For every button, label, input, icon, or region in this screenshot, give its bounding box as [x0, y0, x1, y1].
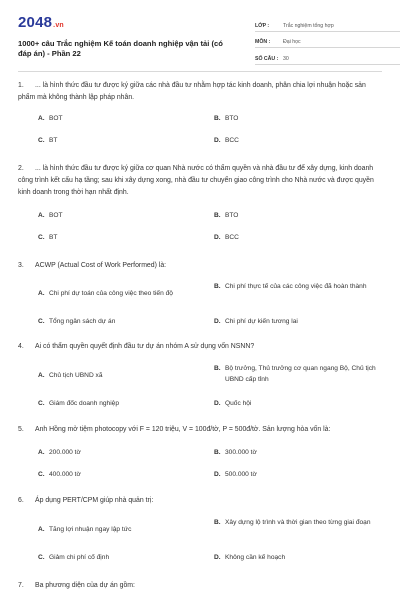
- answer-option-d[interactable]: D. Quốc hội: [214, 400, 252, 407]
- answer-option-a[interactable]: A. Chủ tịch UBND xã: [38, 372, 103, 379]
- question-number: 5.: [18, 426, 24, 433]
- answer-option-d[interactable]: D. BCC: [214, 234, 239, 241]
- answer-option-a[interactable]: A. BOT: [38, 212, 63, 219]
- question-number: 3.: [18, 262, 24, 269]
- site-logo[interactable]: [18, 14, 64, 31]
- meta-value: Đại học: [283, 39, 301, 45]
- answer-option-c[interactable]: C. BT: [38, 234, 58, 241]
- answer-option-d[interactable]: D. Chi phí dự kiến tương lai: [214, 318, 298, 325]
- meta-key: LỚP :: [255, 22, 270, 29]
- answer-option-d[interactable]: D. 500.000 tờ: [214, 471, 257, 478]
- question-number: 7.: [18, 582, 24, 589]
- answer-option-b[interactable]: B. BTO: [214, 115, 239, 122]
- answer-option-b[interactable]: B. 300.000 tờ: [214, 449, 257, 456]
- meta-value: Trắc nghiệm tổng hợp: [283, 22, 334, 29]
- meta-row-count: [255, 48, 400, 65]
- question-text: Áp dụng PERT/CPM giúp nhà quản trị:: [35, 497, 154, 504]
- meta-row-subject: [255, 32, 400, 49]
- question-text: Ai có thẩm quyền quyết định đầu tư dự án nhóm A sử dụng vốn NSNN?: [35, 343, 255, 350]
- question-text: ... là hình thức đầu tư được ký giữa cơ quan Nhà nước có thẩm quyền và nhà đầu tư để xây dựng, kinh doanh công trình kết cấu hạ tầng; sau khi xây dựng xong, nhà đầu tư chuyển giao công trình cho Nhà nước và được quyền kinh doanh trong thời hạn nhất định.: [18, 165, 374, 196]
- answer-option-d[interactable]: D. BCC: [214, 137, 239, 144]
- answer-option-b[interactable]: B. BTO: [214, 212, 239, 219]
- meta-info: [255, 15, 400, 65]
- answer-option-d[interactable]: D. Không cần kế hoạch: [214, 554, 286, 561]
- answer-option-a[interactable]: A. BOT: [38, 115, 63, 122]
- question-number: 4.: [18, 343, 24, 350]
- answer-option-c[interactable]: C. 400.000 tờ: [38, 471, 81, 478]
- page-title: 1000+ câu Trắc nghiệm Kế toán doanh nghiệp vận tải (có đáp án) - Phần 22: [18, 39, 223, 58]
- answer-option-a[interactable]: A. Chi phí dự toán của công việc theo tiến độ: [38, 290, 173, 297]
- question-text: Ba phương diện của dự án gồm:: [35, 582, 135, 589]
- header-divider: [18, 71, 382, 72]
- question-text: ACWP (Actual Cost of Work Performed) là:: [35, 262, 167, 269]
- meta-key: SỐ CÂU :: [255, 55, 279, 62]
- logo-text: 2048: [18, 14, 53, 31]
- logo-suffix: .vn: [53, 22, 64, 29]
- meta-value: 30: [283, 55, 289, 62]
- page-header: [18, 12, 382, 62]
- answer-option-c[interactable]: C. BT: [38, 137, 58, 144]
- answer-option-c[interactable]: C. Giám đốc doanh nghiệp: [38, 400, 120, 407]
- answer-option-b[interactable]: B. Chi phí thực tế của các công việc đã hoàn thành: [214, 283, 367, 290]
- answer-option-b[interactable]: B. Bộ trưởng, Thủ trưởng cơ quan ngang Bộ, Chủ tịch UBND cấp tỉnh: [214, 365, 376, 383]
- answer-option-c[interactable]: C. Giảm chi phí cố định: [38, 554, 110, 561]
- question-text: ... là hình thức đầu tư được ký giữa các nhà đầu tư nhằm hợp tác kinh doanh, phân chia lợi nhuận hoặc sản phẩm mà không thành lập pháp nhân.: [18, 82, 366, 101]
- answer-option-b[interactable]: B. Xây dựng lộ trình và thời gian theo từng giai đoạn: [214, 519, 371, 526]
- question-text: Anh Hồng mở tiệm photocopy với F = 120 triệu, V = 100đ/tờ, P = 500đ/tờ. Sản lượng hòa vốn là:: [35, 426, 331, 433]
- question-number: 6.: [18, 497, 24, 504]
- answer-option-a[interactable]: A. 200.000 tờ: [38, 449, 81, 456]
- question-number: 1.: [18, 82, 24, 89]
- answer-option-c[interactable]: C. Tổng ngân sách dự án: [38, 318, 116, 325]
- meta-key: MÔN :: [255, 39, 271, 45]
- question-number: 2.: [18, 165, 24, 172]
- meta-row-class: [255, 15, 400, 32]
- answer-option-a[interactable]: A. Tăng lợi nhuận ngay lập tức: [38, 526, 132, 533]
